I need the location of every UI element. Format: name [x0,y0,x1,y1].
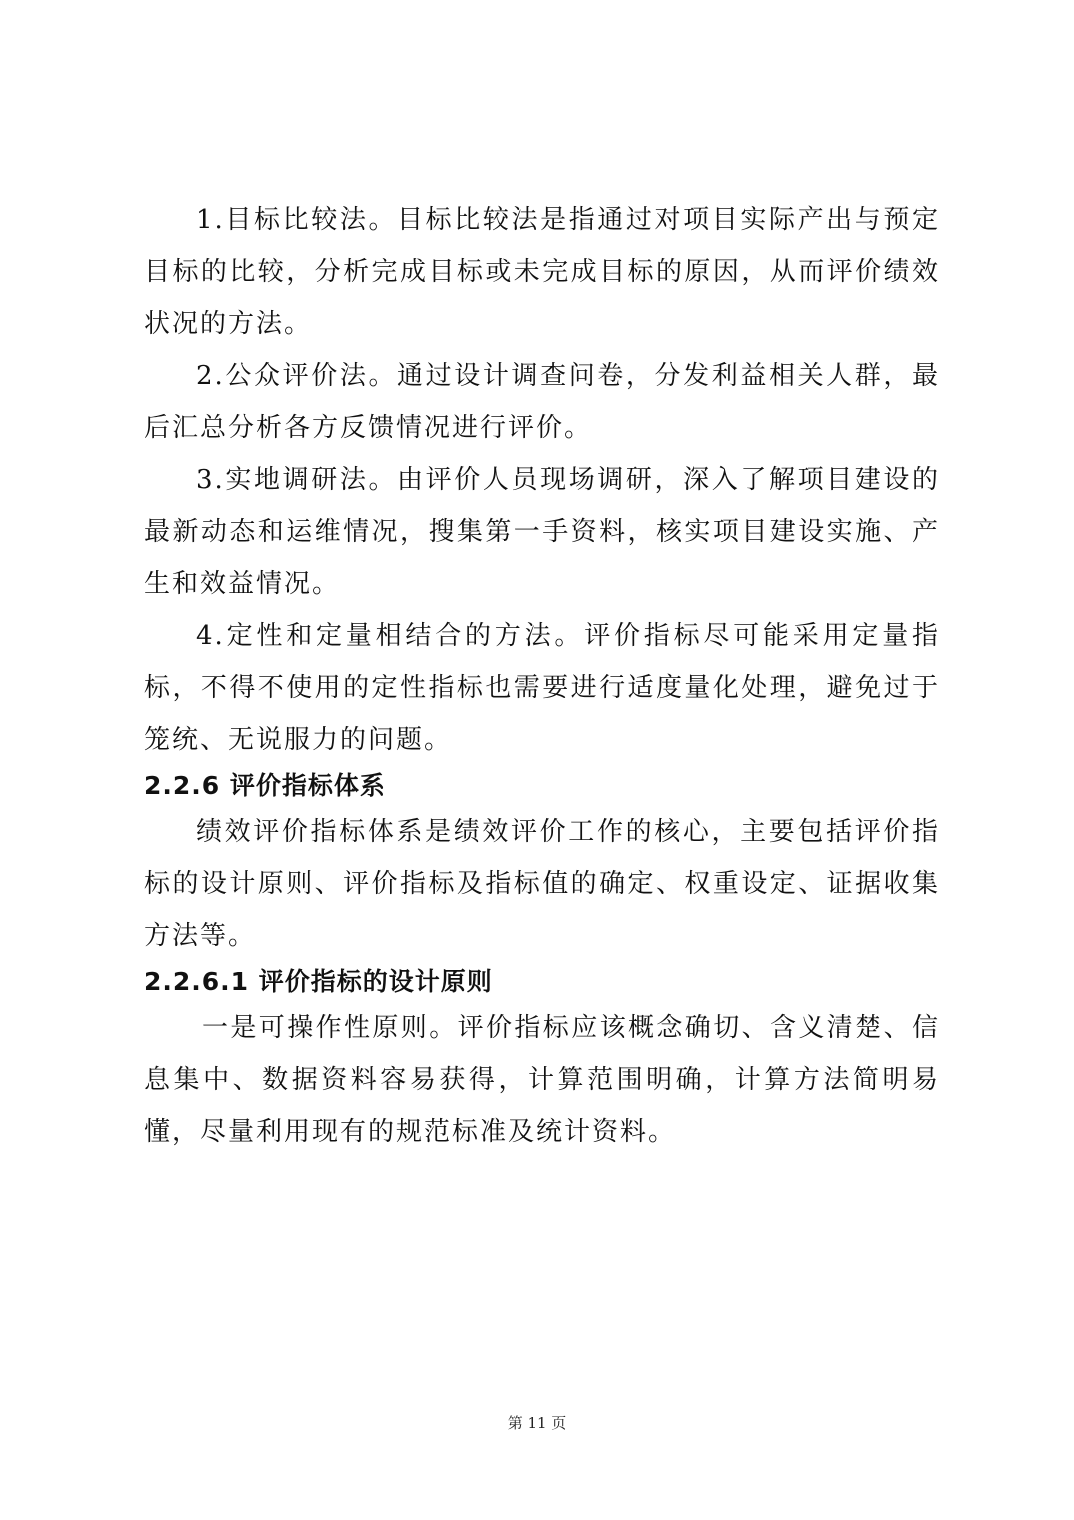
section-2-2-6-1-paragraph: 一是可操作性原则。评价指标应该概念确切、含义清楚、信息集中、数据资料容易获得，计算范围明确，计算方法简明易懂，尽量利用现有的规范标准及统计资料。 [144,1013,940,1147]
method-paragraph-1: 1.目标比较法。目标比较法是指通过对项目实际产出与预定目标的比较，分析完成目标或未完成目标的原因，从而评价绩效状况的方法。 [144,205,940,339]
method-paragraph-3: 3.实地调研法。由评价人员现场调研，深入了解项目建设的最新动态和运维情况，搜集第一手资料，核实项目建设实施、产生和效益情况。 [144,465,940,599]
section-2-2-6-paragraph: 绩效评价指标体系是绩效评价工作的核心，主要包括评价指标的设计原则、评价指标及指标值的确定、权重设定、证据收集方法等。 [144,817,940,951]
section-heading-2-2-6-1: 2.2.6.1 评价指标的设计原则 [144,967,493,996]
method-paragraph-2: 2.公众评价法。通过设计调查问卷，分发利益相关人群，最后汇总分析各方反馈情况进行评价。 [144,361,940,443]
section-heading-2-2-6: 2.2.6 评价指标体系 [144,771,386,800]
method-paragraph-4: 4.定性和定量相结合的方法。评价指标尽可能采用定量指标，不得不使用的定性指标也需要进行适度量化处理，避免过于笼统、无说服力的问题。 [144,621,940,755]
page-number: 第 11 页 [507,1414,567,1432]
page-content [144,194,940,1158]
